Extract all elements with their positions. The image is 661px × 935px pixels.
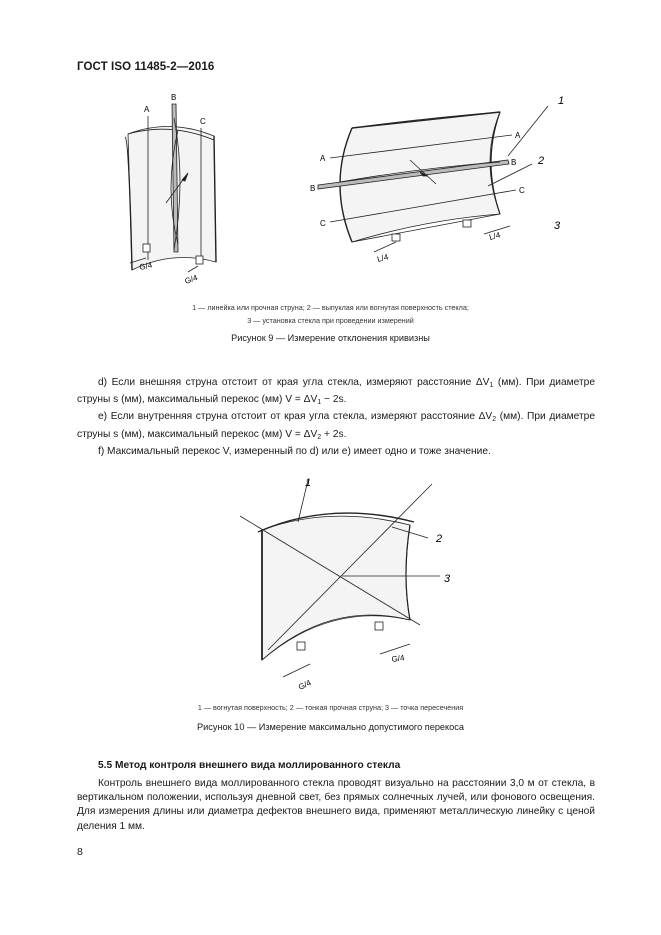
section-heading: 5.5 Метод контроля внешнего вида моллированного стекла (98, 760, 401, 771)
section-text-block (77, 777, 595, 834)
fig9-label-a-left: A (320, 154, 326, 163)
fig9-label-l1: L/4 (376, 252, 390, 264)
figure-9-left-view (125, 104, 216, 272)
fig9-label-c-right: C (519, 186, 525, 195)
document-header: ГОСТ ISO 11485-2—2016 (77, 61, 215, 73)
figure-10-legend: 1 — вогнутая поверхность; 2 — тонкая прочная струна; 3 — точка пересечения (197, 703, 464, 712)
fig9-label-a: A (144, 105, 150, 114)
fig10-label-g2: G/4 (391, 653, 406, 664)
fig9-label-l2: L/4 (488, 230, 502, 242)
fig10-label-3: 3 (444, 573, 451, 585)
paragraph-f: f) Максимальный перекос V, измеренный по d) или е) имеет одно и тоже значение. (98, 445, 491, 457)
fig10-label-g1: G/4 (297, 678, 313, 692)
body-text (77, 376, 595, 459)
fig9-label-g1: G/4 (138, 260, 154, 272)
fig9-label-b-right: B (511, 158, 517, 167)
paragraph-e: e) Если внутренняя струна отстоит от края угла стекла, измеряют расстояние $\Delta V_2$ (мм). При диаметре струны s (мм), максимальный перекос (мм) $V = \Delta V_2 + 2s$. (77, 411, 595, 441)
paragraph-d: d) Если внешняя струна отстоит от края угла стекла, измеряют расстояние $\Delta V_1$ (мм). При диаметре струны s (мм), максимальный перекос (мм) $V = \Delta V_1 - 2s$. (77, 377, 595, 407)
figure-9-drawing (0, 85, 661, 300)
fig9-label-b-left: B (310, 184, 316, 193)
figure-9-caption: Рисунок 9 — Измерение отклонения кривизны (231, 333, 430, 343)
figure-10-caption: Рисунок 10 — Измерение максимально допустимого перекоса (197, 722, 464, 732)
figure-9-legend-line-2: 3 — установка стекла при проведении измерений (247, 316, 414, 325)
fig9-label-c-left: C (320, 219, 326, 228)
fig9-label-g2: G/4 (183, 273, 199, 286)
fig10-label-2: 2 (436, 533, 443, 545)
fig9-label-1: 1 (558, 95, 565, 107)
figure-9-legend-line-1: 1 — линейка или прочная струна; 2 — выпуклая или вогнутая поверхность стекла; (192, 303, 469, 312)
fig9-label-2: 2 (538, 155, 545, 167)
page-number: 8 (77, 846, 83, 858)
figure-10-drawing (0, 470, 661, 695)
figure-9-right-view (318, 106, 548, 252)
fig9-label-b: B (171, 93, 177, 102)
section-paragraph: Контроль внешнего вида моллированного стекла проводят визуально на расстоянии 3,0 м от стекла, в вертикальном положении, используя дневной свет, без прямых солнечных лучей, или фонового освещения. Для измерения длины или диаметра дефектов внешнего вида, применяют металлическую линейку с ценой деления 1 мм. (77, 778, 595, 832)
fig9-label-c: C (200, 117, 206, 126)
fig9-label-3: 3 (554, 220, 561, 232)
fig9-label-a-right: A (515, 131, 521, 140)
fig10-label-1: 1 (305, 477, 312, 489)
